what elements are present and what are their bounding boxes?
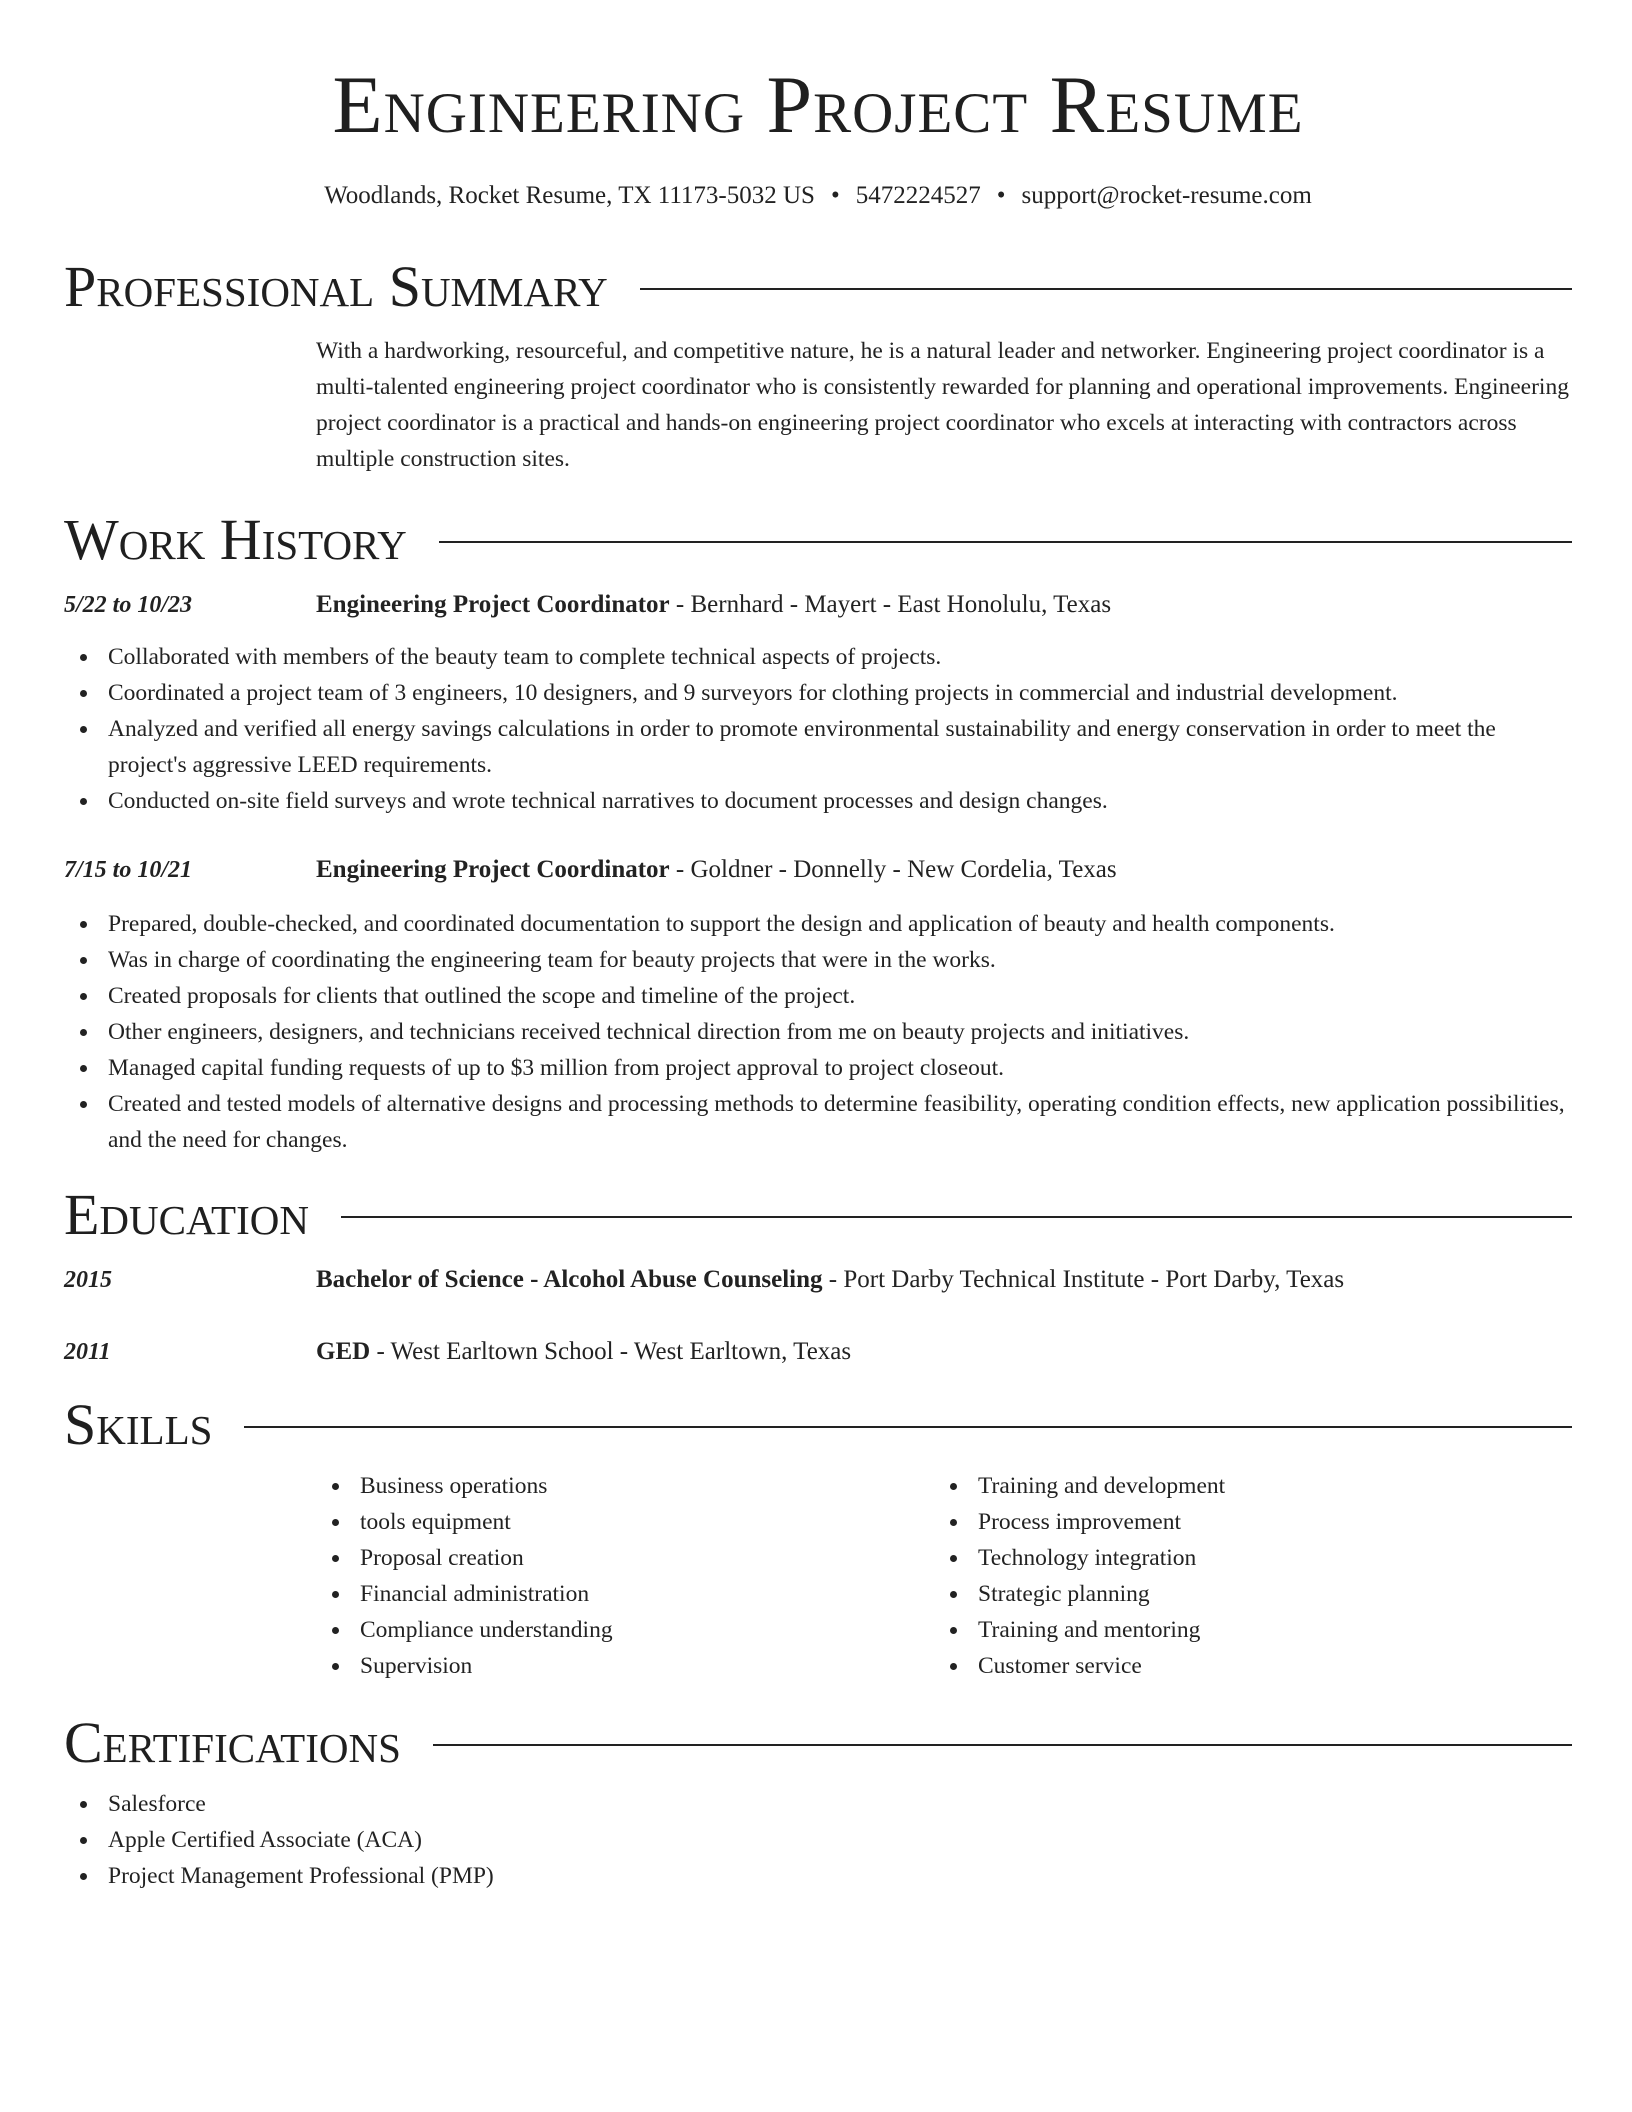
job-bullets — [64, 906, 1572, 1158]
job-bullet: Created proposals for clients that outlined the scope and timeline of the project. — [64, 978, 1572, 1014]
resume-name: Engineering Project Resume — [332, 59, 1304, 150]
section-divider — [433, 1744, 1572, 1746]
summary-title: Professional Summary — [64, 254, 608, 319]
summary-text: With a hardworking, resourceful, and competitive nature, he is a natural leader and networker. Engineering project coordinator is a multi-talented engineering project coordinator who is consistently rewarded for planning and operational improvements. Engineering project coordinator is a practical and hands-on engineering project coordinator who excels at interacting with contractors across multiple construction sites. — [316, 338, 1569, 472]
job-position: Engineering Project Coordinator — [316, 591, 670, 618]
job-position: Engineering Project Coordinator — [316, 856, 670, 883]
skill-item: Financial administration — [316, 1576, 934, 1612]
education-title: Education — [64, 1182, 309, 1247]
skills-grid — [316, 1468, 1572, 1684]
skills-title: Skills — [64, 1392, 213, 1457]
skill-item: Technology integration — [934, 1540, 1552, 1576]
certification-item: Project Management Professional (PMP) — [64, 1858, 1572, 1894]
education-details: - West Earltown School - West Earltown, Texas — [370, 1338, 852, 1365]
job-bullet: Other engineers, designers, and technicians received technical direction from me on beauty projects and initiatives. — [64, 1014, 1572, 1050]
job-bullet: Was in charge of coordinating the engineering team for beauty projects that were in the works. — [64, 942, 1572, 978]
skill-item: Proposal creation — [316, 1540, 934, 1576]
work-section-header — [64, 507, 1572, 572]
education-entry — [64, 1262, 1572, 1298]
contact-address: Woodlands, Rocket Resume, TX 11173-5032 US — [324, 182, 815, 209]
job-bullet: Analyzed and verified all energy savings calculations in order to promote environmental sustainability and energy conservation in order to meet the project's aggressive LEED requirements. — [64, 711, 1572, 783]
job-bullet: Collaborated with members of the beauty team to complete technical aspects of projects. — [64, 639, 1572, 675]
certifications-list — [64, 1786, 1572, 1894]
education-entry — [64, 1334, 1572, 1370]
skill-item: Supervision — [316, 1648, 934, 1684]
skill-item: tools equipment — [316, 1504, 934, 1540]
job-entry — [64, 587, 1572, 819]
education-section-header — [64, 1182, 1572, 1247]
skill-item: Training and mentoring — [934, 1612, 1552, 1648]
section-divider — [341, 1216, 1572, 1218]
job-bullet: Coordinated a project team of 3 engineers, 10 designers, and 9 surveyors for clothing projects in commercial and industrial development. — [64, 675, 1572, 711]
job-bullet: Managed capital funding requests of up to $3 million from project approval to project closeout. — [64, 1050, 1572, 1086]
skill-item: Strategic planning — [934, 1576, 1552, 1612]
contact-line — [64, 180, 1572, 212]
education-year: 2011 — [64, 1339, 111, 1365]
job-bullets — [64, 639, 1572, 819]
certification-item: Apple Certified Associate (ACA) — [64, 1822, 1572, 1858]
education-degree: GED — [316, 1338, 371, 1365]
skill-item: Business operations — [316, 1468, 934, 1504]
summary-section-header — [64, 254, 1572, 319]
skills-column-right — [934, 1468, 1552, 1684]
skill-item: Process improvement — [934, 1504, 1552, 1540]
contact-phone: 5472224527 — [855, 182, 981, 209]
job-entry — [64, 852, 1572, 1158]
skills-column-left — [316, 1468, 934, 1684]
work-title: Work History — [64, 507, 407, 572]
job-dates: 7/15 to 10/21 — [64, 857, 193, 883]
job-bullet: Prepared, double-checked, and coordinated documentation to support the design and application of beauty and health components. — [64, 906, 1572, 942]
job-bullet: Conducted on-site field surveys and wrote technical narratives to document processes and design changes. — [64, 783, 1572, 819]
skill-item: Compliance understanding — [316, 1612, 934, 1648]
section-divider — [244, 1426, 1572, 1428]
skill-item: Customer service — [934, 1648, 1552, 1684]
resume-page — [64, 0, 1572, 1894]
section-divider — [640, 288, 1572, 290]
education-details: - Port Darby Technical Institute - Port Darby, Texas — [822, 1266, 1345, 1293]
education-year: 2015 — [64, 1267, 112, 1293]
certifications-title: Certifications — [64, 1710, 401, 1775]
contact-separator: • — [996, 182, 1006, 209]
contact-separator: • — [830, 182, 840, 209]
skills-section-header — [64, 1392, 1572, 1457]
certification-item: Salesforce — [64, 1786, 1572, 1822]
job-dates: 5/22 to 10/23 — [64, 592, 193, 618]
section-divider — [439, 541, 1572, 543]
education-degree: Bachelor of Science - Alcohol Abuse Counseling — [316, 1266, 823, 1293]
job-details: - Goldner - Donnelly - New Cordelia, Texas — [669, 856, 1117, 883]
certifications-section-header — [64, 1710, 1572, 1775]
contact-email: support@rocket-resume.com — [1021, 182, 1312, 209]
job-bullet: Created and tested models of alternative designs and processing methods to determine feasibility, operating condition effects, new application possibilities, and the need for changes. — [64, 1086, 1572, 1158]
skill-item: Training and development — [934, 1468, 1552, 1504]
job-details: - Bernhard - Mayert - East Honolulu, Texas — [669, 591, 1112, 618]
